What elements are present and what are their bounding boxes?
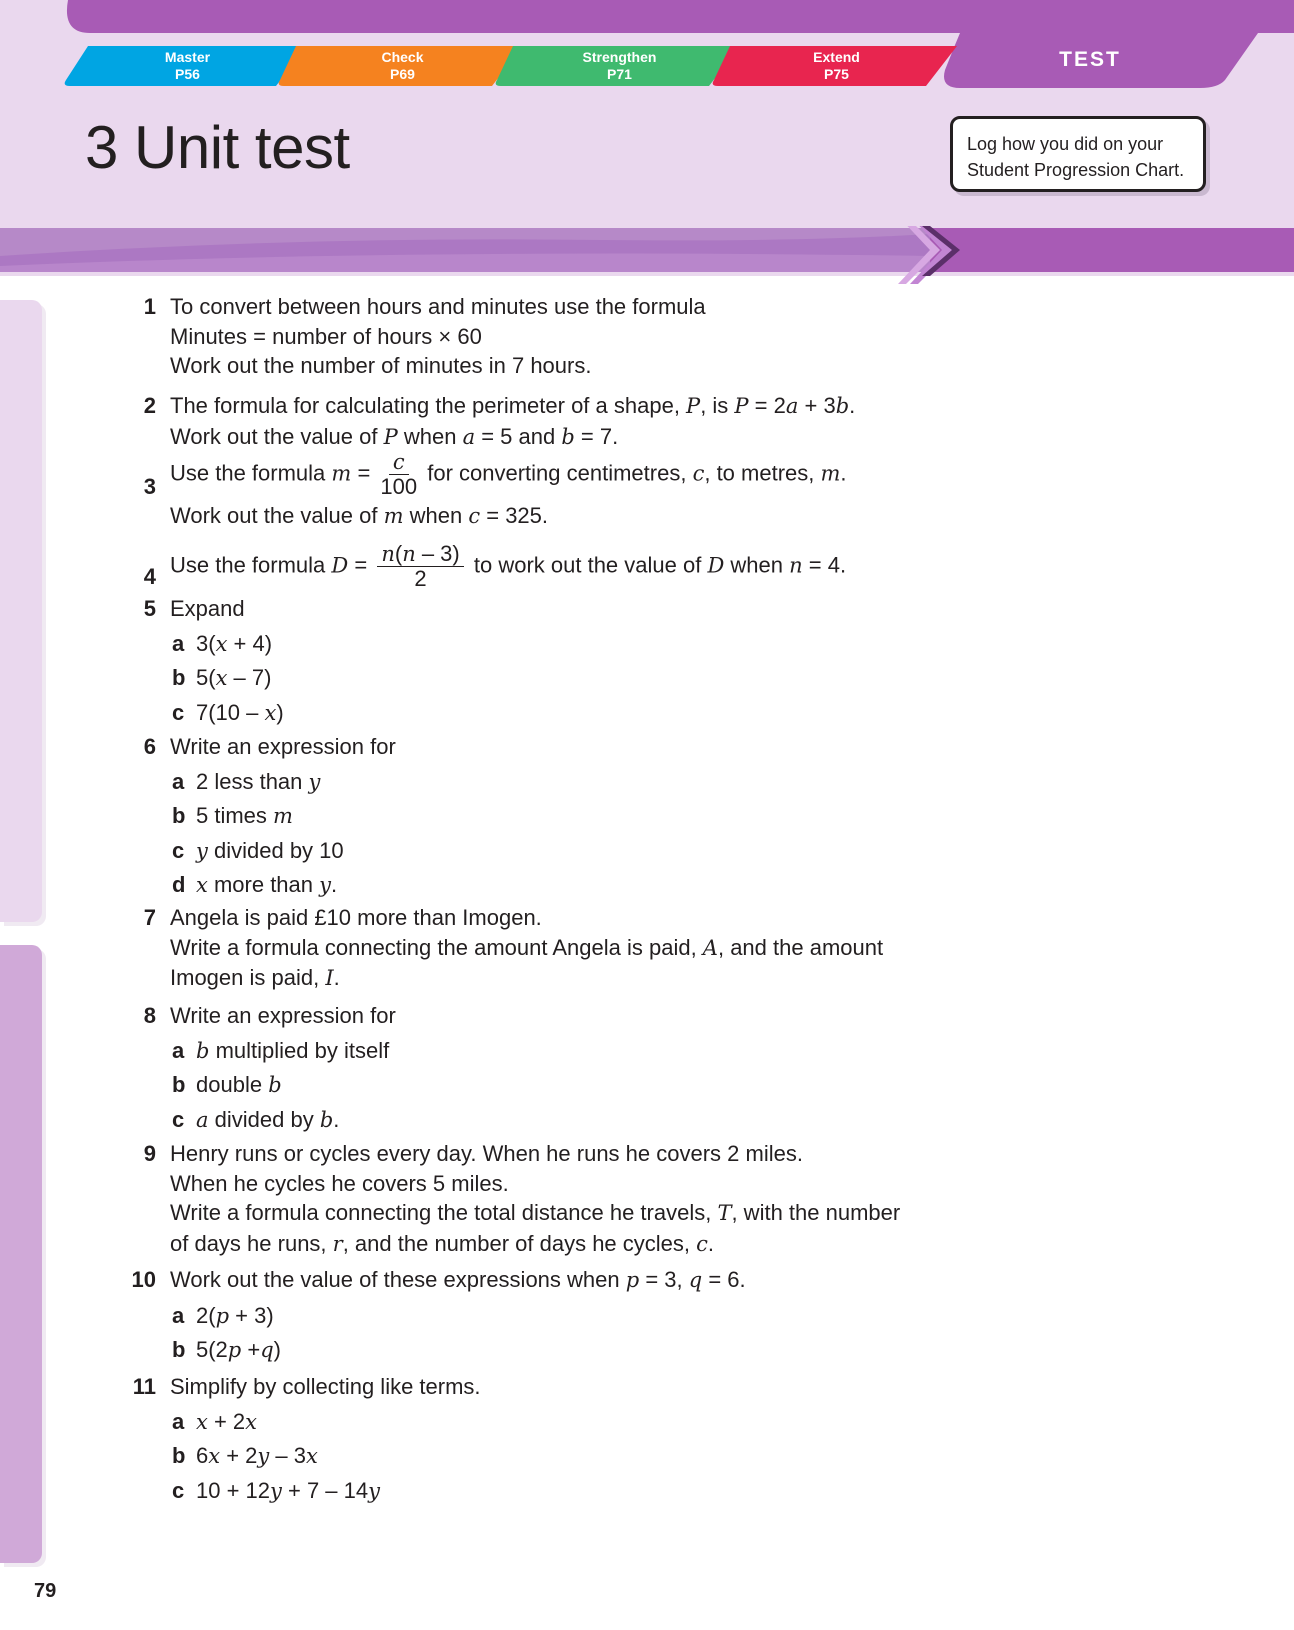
tab-master-page: P56: [175, 66, 200, 82]
question-part: a 2 less than y: [172, 768, 321, 794]
question-list: [0, 292, 1294, 1503]
side-tab-upper: [0, 300, 42, 922]
question-text: Write a formula connecting the amount Angela is paid, A, and the amount: [170, 934, 884, 960]
tab-extend-label: Extend: [813, 49, 860, 65]
question-text: Use the formula D = $\frac{n(n - 3)}{2}$ to work out the value of D when n = 4.: [170, 541, 847, 591]
question-text: Work out the number of minutes in 7 hours.: [170, 353, 592, 378]
question-part: b 5 times m: [172, 803, 293, 828]
tab-master[interactable]: [85, 46, 290, 86]
question-1: [143, 292, 1294, 381]
question-2: [143, 391, 856, 452]
question-7: [143, 903, 884, 994]
question-part: a b multiplied by itself: [172, 1037, 390, 1063]
decorative-arrow-band: [0, 226, 1294, 286]
question-number: 2: [143, 393, 156, 418]
question-number: 10: [131, 1267, 156, 1292]
question-text: Work out the value of these expressions when p = 3, q = 6.: [170, 1267, 746, 1292]
question-text: The formula for calculating the perimeter of a shape, P, is P = 2a + 3b.: [170, 393, 856, 418]
question-text: Imogen is paid, I.: [170, 965, 340, 990]
question-3: [143, 450, 847, 532]
question-part: a 2(p + 3): [172, 1302, 274, 1328]
tab-strengthen-label: Strengthen: [582, 49, 657, 65]
question-number: 1: [143, 294, 156, 319]
fraction: $\frac{n(n - 3)}{2}$: [377, 542, 463, 591]
tab-check[interactable]: [300, 46, 505, 86]
question-number: 11: [132, 1374, 156, 1399]
question-text: Write a formula connecting the total distance he travels, T, with the number: [170, 1200, 901, 1225]
question-number: 8: [143, 1003, 156, 1028]
question-part: b double b: [172, 1072, 282, 1097]
tab-extend-page: P75: [824, 66, 849, 82]
question-number: 4: [143, 564, 156, 589]
question-text: Work out the value of m when c = 325.: [170, 503, 549, 528]
question-6: [143, 732, 396, 903]
question-part: c a divided by b.: [172, 1106, 340, 1132]
question-number: 5: [143, 596, 156, 621]
question-part: a 3(x + 4): [172, 630, 273, 656]
question-part: c y divided by 10: [172, 837, 344, 863]
question-4: [143, 541, 847, 591]
question-8: [143, 1001, 396, 1137]
question-text: Angela is paid £10 more than Imogen.: [170, 905, 542, 930]
page-number: 79: [34, 1580, 57, 1602]
tab-test: TEST: [1059, 48, 1121, 71]
question-text: Write an expression for: [170, 1003, 396, 1028]
tab-strengthen-page: P71: [607, 66, 632, 82]
question-text: When he cycles he covers 5 miles.: [170, 1170, 509, 1196]
question-number: 3: [143, 474, 156, 499]
question-10: [131, 1265, 746, 1368]
question-part: c 7(10 – x): [172, 699, 284, 725]
log-box-line-2: Student Progression Chart.: [967, 160, 1185, 180]
question-text: To convert between hours and minutes use the formula: [170, 294, 706, 319]
question-number: 7: [143, 905, 156, 930]
page-title: 3 Unit test: [85, 114, 350, 181]
tab-master-label: Master: [164, 49, 211, 65]
fraction: $\frac{c}{100}$: [380, 450, 418, 499]
question-text: Use the formula m = $\frac{c}{100}$ for converting centimetres, c, to metres, m.: [170, 450, 847, 499]
question-text: Simplify by collecting like terms.: [170, 1374, 481, 1399]
question-part: b 6x + 2y – 3x: [172, 1443, 318, 1468]
question-text: Henry runs or cycles every day. When he runs he covers 2 miles.: [170, 1141, 803, 1166]
question-number: 9: [143, 1141, 156, 1166]
tab-extend[interactable]: [734, 46, 939, 86]
tab-strengthen[interactable]: [517, 46, 722, 86]
question-11: [132, 1372, 481, 1508]
log-box-line-1: Log how you did on your: [967, 134, 1164, 154]
question-text: Minutes = number of hours × 60: [170, 323, 482, 349]
question-text: Expand: [170, 596, 245, 621]
question-number: 6: [143, 734, 156, 759]
tab-check-label: Check: [381, 49, 424, 65]
tab-check-page: P69: [390, 66, 415, 82]
question-part: b 5(2p +q): [172, 1337, 281, 1362]
question-part: d x more than y.: [172, 872, 338, 897]
question-9: [143, 1139, 901, 1259]
question-part: c 10 + 12y + 7 – 14y: [172, 1477, 381, 1503]
question-text: of days he runs, r, and the number of days he cycles, c.: [170, 1230, 715, 1256]
question-part: b 5(x – 7): [172, 665, 272, 690]
question-part: a x + 2x: [172, 1408, 257, 1434]
side-tab-lower: [0, 945, 42, 1563]
progression-chart-note: [950, 116, 1206, 192]
question-text: Write an expression for: [170, 734, 396, 759]
question-5: [143, 594, 284, 730]
question-text: Work out the value of P when a = 5 and b = 7.: [170, 423, 619, 449]
